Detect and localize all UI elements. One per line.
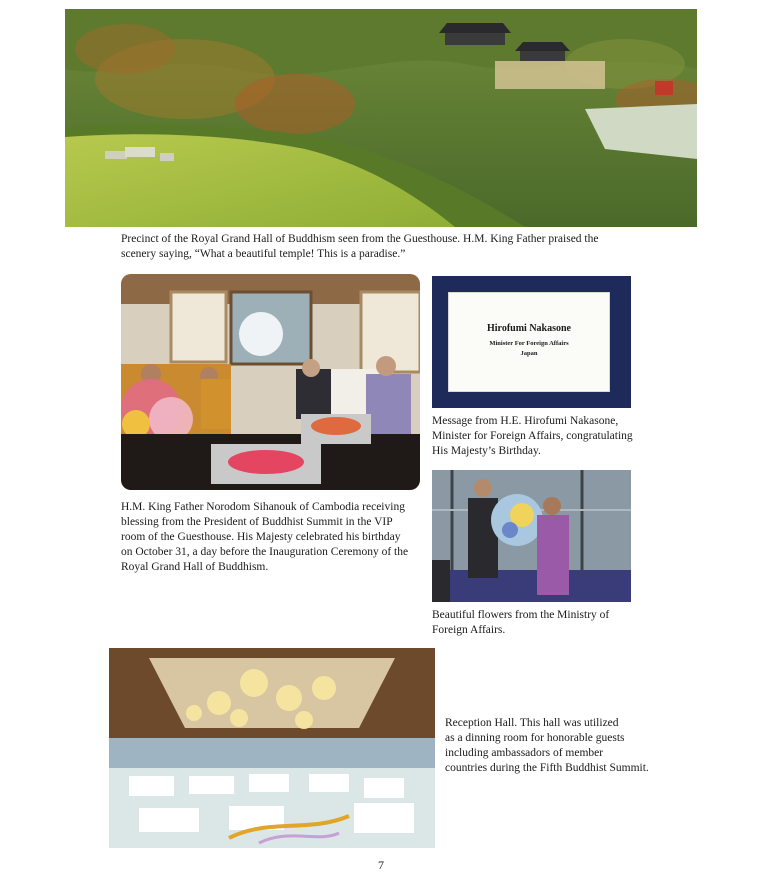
card-title: Minister For Foreign Affairs xyxy=(489,340,569,347)
reception-hall-photo xyxy=(109,648,435,848)
reception-hall-caption: Reception Hall. This hall was utilized as a dinning room for honorable guests including ambassadors of member countries during the Fifth Buddhist Summit. xyxy=(445,717,649,774)
flowers-caption: Beautiful flowers from the Ministry of Foreign Affairs. xyxy=(432,609,610,636)
vip-room-caption: H.M. King Father Norodom Sihanouk of Cambodia receiving blessing from the President of Buddhist Summit in the VIP room of the Guesthouse. His Majesty celebrated his birthday on October 31, a day before the Inauguration Ceremony of the Royal Grand Hall of Buddhism. xyxy=(121,501,409,573)
message-card xyxy=(449,293,609,391)
card-country: Japan xyxy=(520,350,538,357)
temple-precinct-caption: Precinct of the Royal Grand Hall of Buddhism seen from the Guesthouse. H.M. King Father praised the scenery saying, “What a beautiful temple! This is a paradise.” xyxy=(121,233,599,260)
message-caption: Message from H.E. Hirofumi Nakasone, Minister for Foreign Affairs, congratulating His Majesty’s Birthday. xyxy=(432,415,633,457)
card-name: Hirofumi Nakasone xyxy=(487,323,571,334)
vip-room-photo xyxy=(121,274,420,490)
temple-precinct-photo xyxy=(65,9,697,227)
page-number: 7 xyxy=(378,858,384,872)
flowers-photo xyxy=(432,470,631,602)
